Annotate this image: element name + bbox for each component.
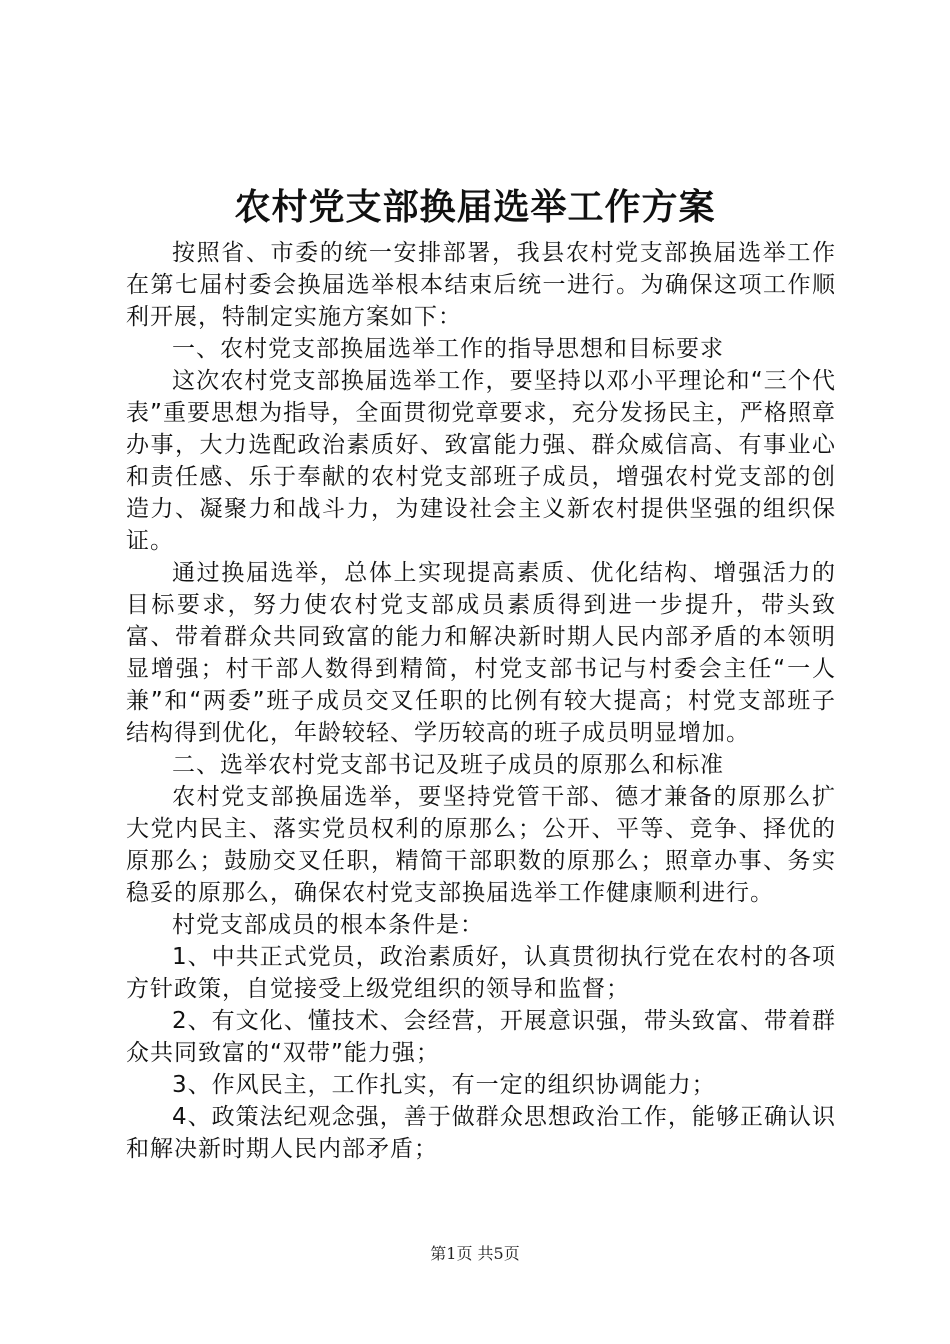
list-item-condition-2: 2、有文化、懂技术、会经营，开展意识强，带头致富、带着群众共同致富的“双带”能力强；	[126, 1008, 836, 1066]
list-item-condition-3: 3、作风民主，工作扎实，有一定的组织协调能力；	[172, 1072, 716, 1098]
section-heading-1: 一、农村党支部换届选举工作的指导思想和目标要求	[172, 336, 724, 362]
paragraph-goals: 通过换届选举，总体上实现提高素质、优化结构、增强活力的目标要求，努力使农村党支部成员素质得到进一步提升，带头致富、带着群众共同致富的能力和解决新时期人民内部矛盾的本领明显增强；村干部人数得到精简，村党支部书记与村委会主任“一人兼”和“两委”班子成员交叉任职的比例有较大提高；村党支部班子结构得到优化，年龄较轻、学历较高的班子成员明显增加。	[126, 560, 836, 746]
section-heading-2: 二、选举农村党支部书记及班子成员的原那么和标准	[172, 752, 724, 778]
page-footer: 第1页 共5页	[430, 1244, 520, 1263]
paragraph-guiding-thought: 这次农村党支部换届选举工作，要坚持以邓小平理论和“三个代表”重要思想为指导，全面贯彻党章要求，充分发扬民主，严格照章办事，大力选配政治素质好、致富能力强、群众威信高、有事业心和责任感、乐于奉献的农村党支部班子成员，增强农村党支部的创造力、凝聚力和战斗力，为建设社会主义新农村提供坚强的组织保证。	[126, 368, 836, 554]
document-body	[126, 237, 836, 1165]
paragraph-conditions-intro: 村党支部成员的根本条件是：	[172, 912, 484, 938]
paragraph-principles: 农村党支部换届选举，要坚持党管干部、德才兼备的原那么扩大党内民主、落实党员权利的原那么；公开、平等、竞争、择优的原那么；鼓励交叉任职，精简干部职数的原那么；照章办事、务实稳妥的原那么，确保农村党支部换届选举工作健康顺利进行。	[126, 784, 836, 906]
document-title: 农村党支部换届选举工作方案	[234, 186, 716, 228]
list-item-condition-1: 1、中共正式党员，政治素质好，认真贯彻执行党在农村的各项方针政策，自觉接受上级党组织的领导和监督；	[126, 944, 836, 1002]
list-item-condition-4: 4、政策法纪观念强，善于做群众思想政治工作，能够正确认识和解决新时期人民内部矛盾；	[126, 1104, 836, 1162]
paragraph-intro: 按照省、市委的统一安排部署，我县农村党支部换届选举工作在第七届村委会换届选举根本结束后统一进行。为确保这项工作顺利开展，特制定实施方案如下：	[126, 240, 836, 330]
